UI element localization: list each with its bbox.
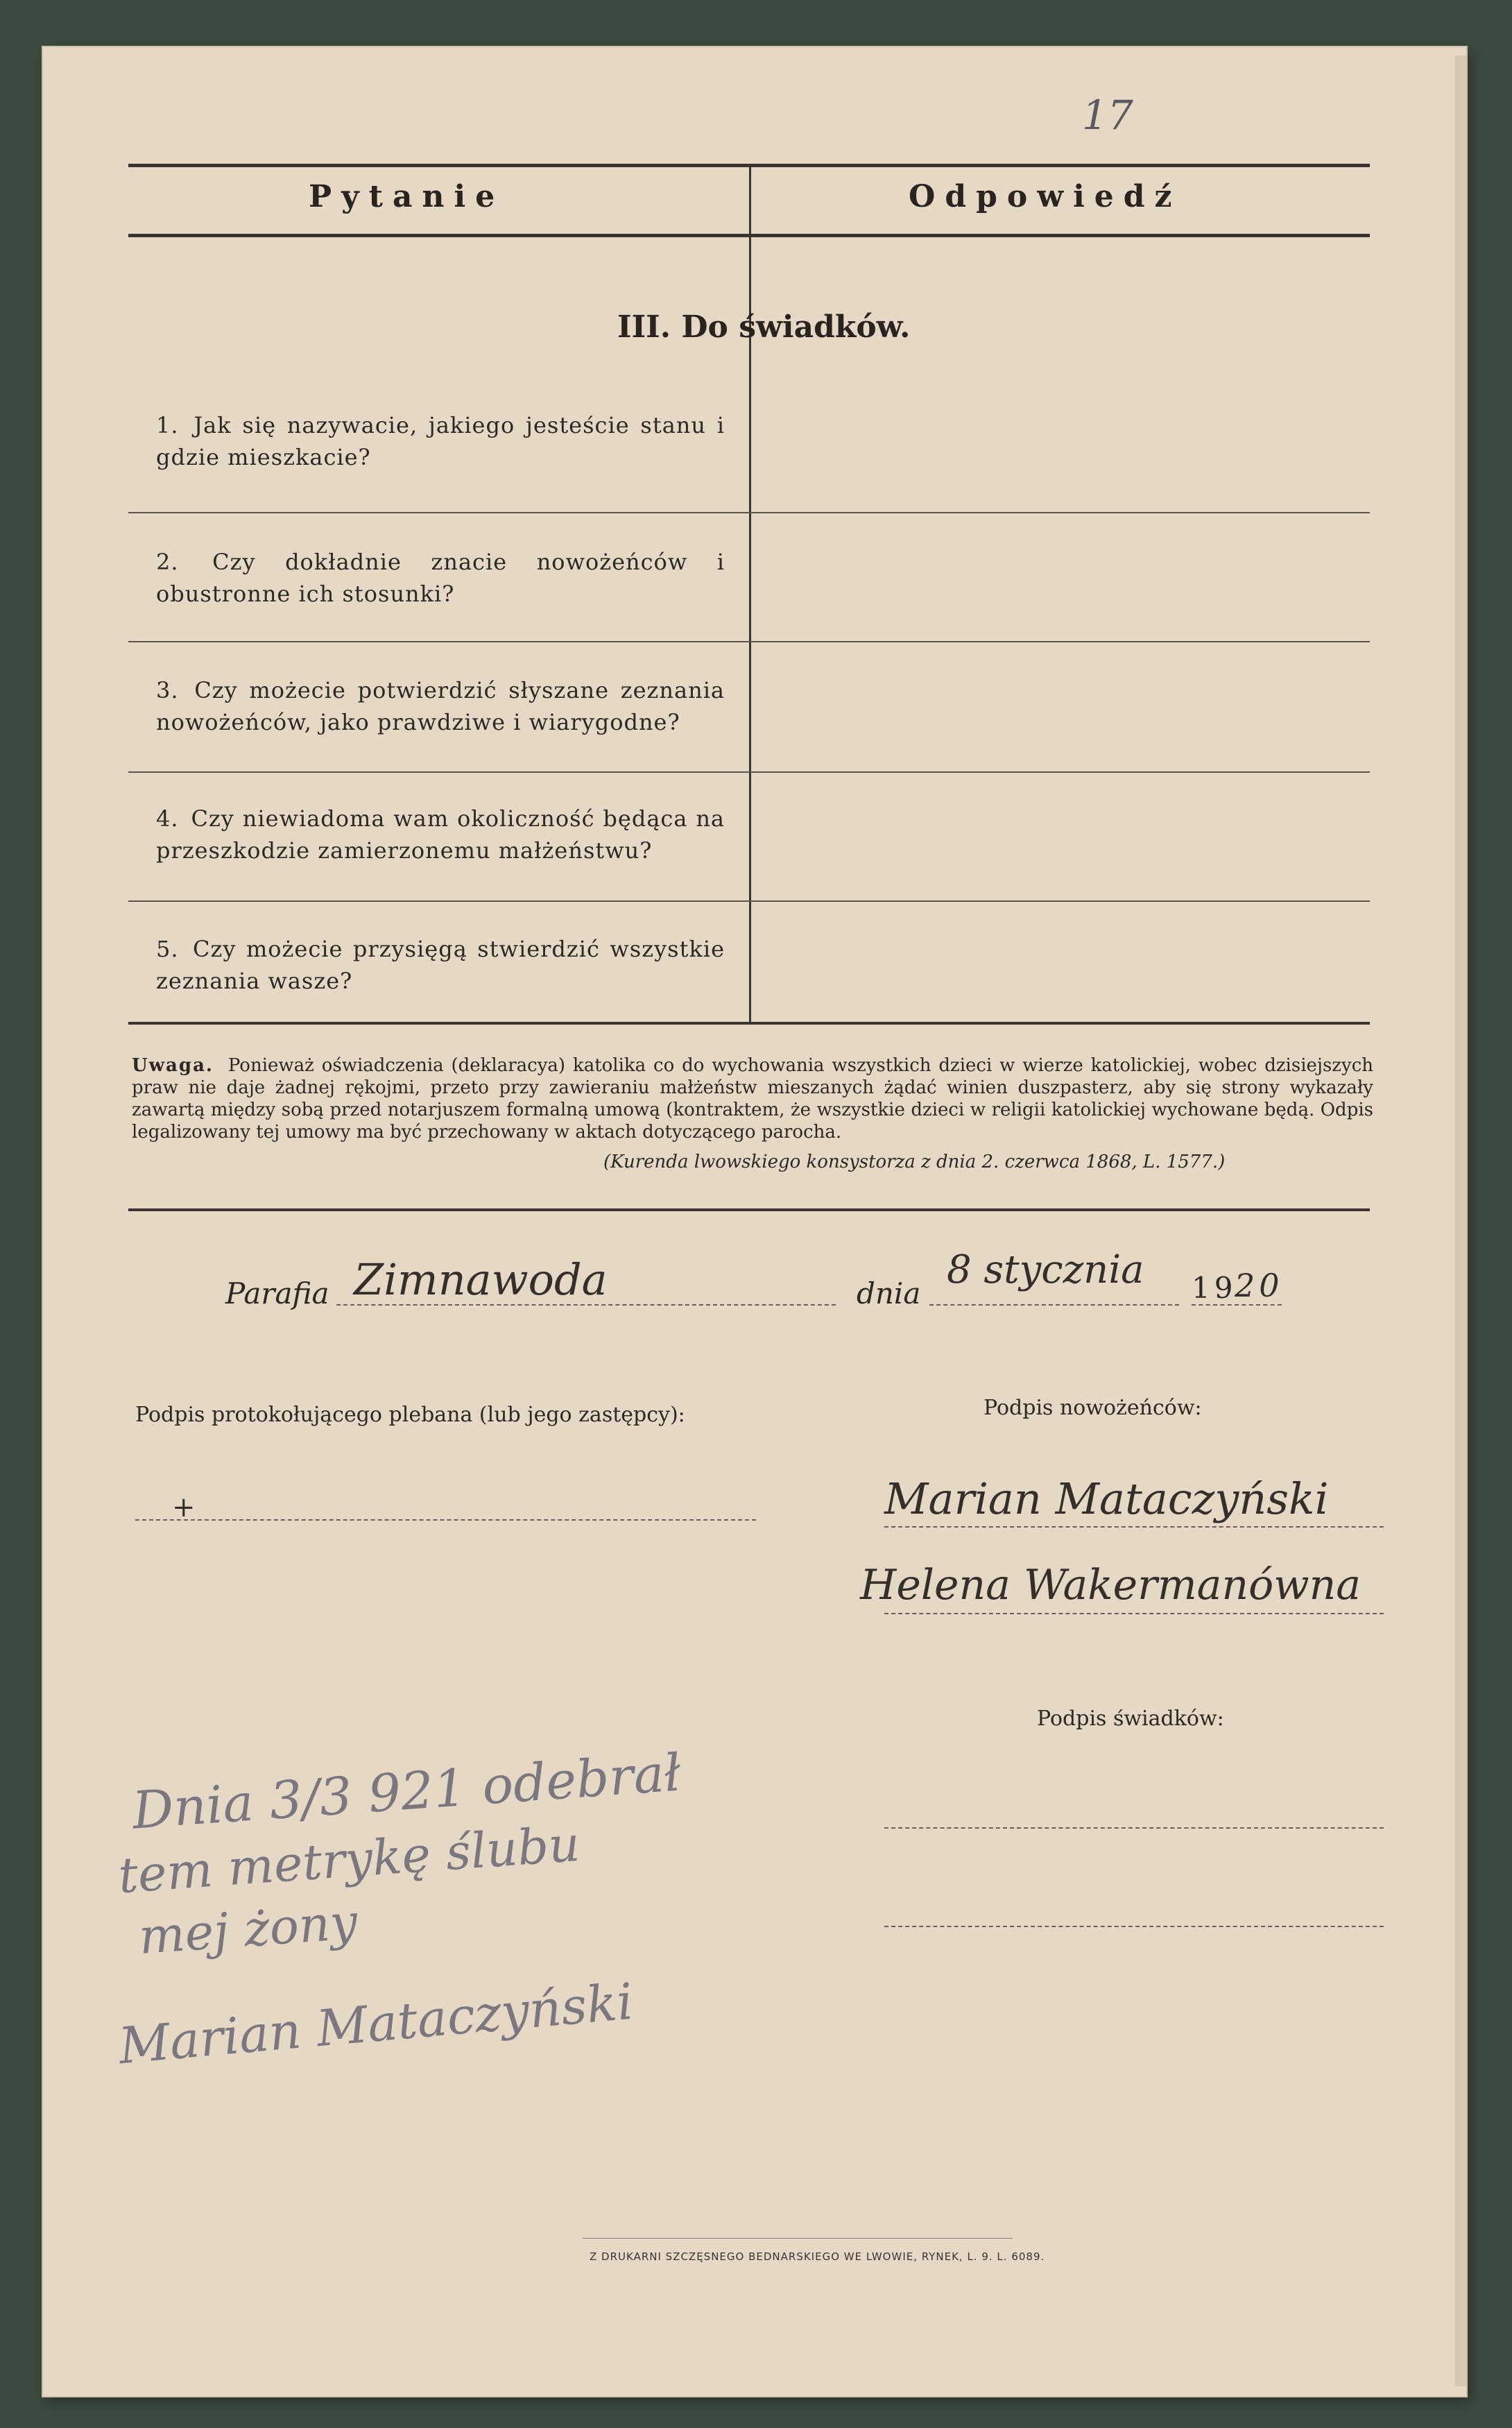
witness-signature-line-1 xyxy=(884,1827,1384,1829)
question-text: Czy możecie przysięgą stwierdzić wszystkie zeznania wasze? xyxy=(156,936,725,994)
question-5 xyxy=(156,933,725,997)
printer-rule xyxy=(583,2238,1013,2239)
column-divider xyxy=(749,166,751,1023)
note-bottom-rule xyxy=(128,1208,1370,1211)
pencil-note-line-3: mej żony xyxy=(137,1893,359,1965)
question-column-header: Pytanie xyxy=(309,179,505,214)
question-3 xyxy=(156,674,725,738)
row-divider xyxy=(128,641,1370,642)
question-number: 5. xyxy=(156,936,179,962)
witnesses-signature-label: Podpis świadków: xyxy=(1037,1707,1224,1731)
pencil-note-line-1: Dnia 3/3 921 odebrał xyxy=(130,1743,683,1841)
note-citation: (Kurenda lwowskiego konsystorza z dnia 2. czerwca 1868, L. 1577.) xyxy=(603,1152,1226,1172)
question-text: Czy możecie potwierdzić słyszane zeznania nowożeńców, jako prawdziwe i wiarygodne? xyxy=(156,677,725,735)
question-number: 4. xyxy=(156,805,179,832)
section-title: III. Do świadków. xyxy=(617,309,911,345)
groom-signature: Marian Mataczyński xyxy=(884,1473,1329,1524)
note-label: Uwaga. xyxy=(132,1055,214,1076)
question-2 xyxy=(156,546,725,610)
question-text: Czy dokładnie znacie nowożeńców i obustronne ich stosunki? xyxy=(156,549,725,607)
question-number: 2. xyxy=(156,549,179,575)
date-label: dnia xyxy=(857,1276,921,1310)
printer-imprint: Z DRUKARNI SZCZĘSNEGO BEDNARSKIEGO WE LWOWIE, RYNEK, L. 9. L. 6089. xyxy=(590,2250,1045,2263)
year-field-line xyxy=(1192,1304,1282,1306)
question-number: 1. xyxy=(156,412,179,438)
year-value: 20 xyxy=(1235,1267,1284,1304)
bride-signature-line xyxy=(884,1613,1384,1614)
parish-value: Zimnawoda xyxy=(354,1254,608,1305)
answer-column-header: Odpowiedź xyxy=(909,179,1182,214)
question-number: 3. xyxy=(156,677,179,703)
bride-signature: Helena Wakermanówna xyxy=(860,1561,1361,1609)
date-value: 8 stycznia xyxy=(947,1247,1144,1292)
groom-signature-line xyxy=(884,1526,1384,1528)
question-text: Czy niewiadoma wam okoliczność będąca na przeszkodzie zamierzonemu małżeństwu? xyxy=(156,805,725,864)
row-divider xyxy=(128,771,1370,773)
row-divider xyxy=(128,900,1370,902)
clerk-signature-line xyxy=(135,1519,756,1521)
page-edge xyxy=(1455,55,1466,2386)
clerk-signature-mark: + xyxy=(172,1491,196,1523)
year-prefix: 19 xyxy=(1192,1271,1237,1305)
folio-number: 17 xyxy=(1082,92,1133,139)
row-divider xyxy=(128,512,1370,513)
note-text: Ponieważ oświadczenia (deklaracya) katolika co do wychowania wszystkich dzieci w wierze katolickiej, wobec dzisiejszych praw nie daje żadnej rękojmi, przeto przy zawieraniu małżeństw mieszanych żądać winien duszpasterz, aby się strony wykazały zawartą między sobą przed notarjuszem formalną umową (kontraktem, że wszystkie dzieci w religii katolickiej wychowane będą. Odpis legalizowany tej umowy ma być przechowany w aktach dotyczącego parocha. xyxy=(132,1055,1373,1143)
pencil-note-line-2: tem metrykę ślubu xyxy=(116,1815,582,1905)
question-text: Jak się nazywacie, jakiego jesteście stanu i gdzie mieszkacie? xyxy=(156,412,725,470)
newlyweds-signature-label: Podpis nowożeńców: xyxy=(983,1396,1202,1420)
table-bottom-rule xyxy=(128,1022,1370,1025)
date-field-line xyxy=(929,1304,1179,1306)
pencil-note-signature: Marian Mataczyński xyxy=(116,1972,635,2076)
question-1 xyxy=(156,409,725,473)
witness-signature-line-2 xyxy=(884,1926,1384,1927)
question-4 xyxy=(156,803,725,866)
parish-label: Parafia xyxy=(225,1276,329,1310)
clerk-signature-label: Podpis protokołującego plebana (lub jego zastępcy): xyxy=(135,1403,685,1427)
note-paragraph xyxy=(132,1054,1373,1143)
